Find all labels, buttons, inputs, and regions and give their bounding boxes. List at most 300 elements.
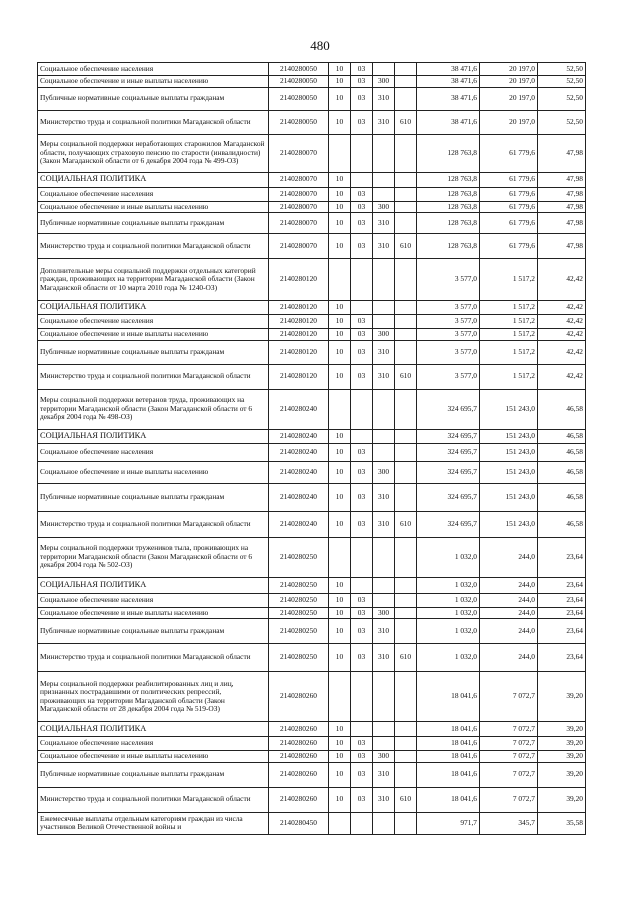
section-code: 10 [329,461,351,483]
table-row [38,110,586,134]
table-row [38,672,586,722]
department-code [395,213,417,234]
planned-amount: 38 471,6 [417,110,480,134]
actual-amount: 7 072,7 [480,751,538,763]
expense-group: 310 [373,762,395,787]
department-code [395,187,417,201]
expense-group [373,593,395,607]
planned-amount: 18 041,6 [417,737,480,751]
target-code: 2140280240 [269,511,329,537]
table-row [38,87,586,110]
department-code [395,737,417,751]
table-body [38,63,586,835]
table-row [38,537,586,577]
section-code: 10 [329,329,351,341]
execution-percent: 23,64 [538,577,586,593]
item-name: Ежемесячные выплаты отдельным категориям граждан из числа участников Великой Отечественной войны и [38,812,269,834]
actual-amount: 1 517,2 [480,259,538,301]
execution-percent: 46,58 [538,461,586,483]
planned-amount: 18 041,6 [417,751,480,763]
subsection-code [351,672,373,722]
expense-group: 310 [373,110,395,134]
department-code: 610 [395,110,417,134]
department-code [395,429,417,443]
target-code: 2140280120 [269,364,329,389]
expense-group [373,172,395,187]
planned-amount: 1 032,0 [417,577,480,593]
execution-percent: 39,20 [538,722,586,737]
subsection-code [351,812,373,834]
execution-percent: 39,20 [538,737,586,751]
section-code: 10 [329,737,351,751]
table-row [38,340,586,364]
expense-group [373,187,395,201]
expense-group: 310 [373,213,395,234]
item-name: Социальное обеспечение и иные выплаты населению [38,751,269,763]
table-row [38,461,586,483]
planned-amount: 1 032,0 [417,537,480,577]
table-row [38,329,586,341]
actual-amount: 61 779,6 [480,213,538,234]
execution-percent: 46,58 [538,429,586,443]
item-name: Меры социальной поддержки тружеников тыла, проживающих на территории Магаданской области (Закон Магаданской области от 6 декабря 2004 года № 502-ОЗ) [38,537,269,577]
subsection-code: 03 [351,787,373,812]
item-name: Социальное обеспечение населения [38,443,269,461]
section-code: 10 [329,315,351,329]
section-code: 10 [329,213,351,234]
section-code: 10 [329,511,351,537]
execution-percent: 47,98 [538,187,586,201]
planned-amount: 1 032,0 [417,607,480,619]
target-code: 2140280250 [269,593,329,607]
actual-amount: 151 243,0 [480,429,538,443]
target-code: 2140280240 [269,483,329,511]
actual-amount: 7 072,7 [480,787,538,812]
subsection-code: 03 [351,619,373,644]
planned-amount: 324 695,7 [417,389,480,429]
target-code: 2140280260 [269,722,329,737]
subsection-code: 03 [351,461,373,483]
target-code: 2140280250 [269,644,329,672]
section-code [329,389,351,429]
target-code: 2140280070 [269,172,329,187]
table-row [38,213,586,234]
table-row [38,644,586,672]
planned-amount: 324 695,7 [417,483,480,511]
planned-amount: 3 577,0 [417,364,480,389]
department-code: 610 [395,364,417,389]
department-code [395,722,417,737]
execution-percent: 47,98 [538,213,586,234]
subsection-code: 03 [351,511,373,537]
subsection-code: 03 [351,762,373,787]
actual-amount: 244,0 [480,644,538,672]
actual-amount: 20 197,0 [480,87,538,110]
expense-group [373,429,395,443]
department-code [395,329,417,341]
actual-amount: 244,0 [480,619,538,644]
subsection-code: 03 [351,187,373,201]
target-code: 2140280260 [269,672,329,722]
item-name: Публичные нормативные социальные выплаты гражданам [38,762,269,787]
target-code: 2140280250 [269,607,329,619]
subsection-code: 03 [351,644,373,672]
table-row [38,619,586,644]
budget-table [37,62,586,835]
target-code: 2140280240 [269,461,329,483]
department-code [395,461,417,483]
actual-amount: 20 197,0 [480,76,538,88]
item-name: Социальное обеспечение и иные выплаты населению [38,329,269,341]
section-code: 10 [329,593,351,607]
execution-percent: 47,98 [538,201,586,213]
planned-amount: 3 577,0 [417,340,480,364]
table-row [38,593,586,607]
table-row [38,762,586,787]
table-row [38,812,586,834]
expense-group [373,389,395,429]
execution-percent: 42,42 [538,259,586,301]
table-row [38,737,586,751]
department-code [395,301,417,315]
item-name: Меры социальной поддержки неработающих старожилов Магаданской области, получающих страховую пенсию по старости (инвалидности) (Закон Магаданской области от 6 декабря 2004 года № 499-ОЗ) [38,134,269,172]
table-row [38,234,586,259]
target-code: 2140280070 [269,134,329,172]
department-code [395,76,417,88]
subsection-code: 03 [351,87,373,110]
item-name: Министерство труда и социальной политики Магаданской области [38,644,269,672]
planned-amount: 128 763,8 [417,234,480,259]
execution-percent: 42,42 [538,315,586,329]
department-code [395,577,417,593]
planned-amount: 3 577,0 [417,315,480,329]
department-code [395,389,417,429]
execution-percent: 52,50 [538,76,586,88]
department-code [395,315,417,329]
item-name: СОЦИАЛЬНАЯ ПОЛИТИКА [38,429,269,443]
subsection-code [351,301,373,315]
item-name: СОЦИАЛЬНАЯ ПОЛИТИКА [38,577,269,593]
department-code [395,537,417,577]
planned-amount: 971,7 [417,812,480,834]
actual-amount: 20 197,0 [480,110,538,134]
subsection-code: 03 [351,110,373,134]
department-code [395,340,417,364]
table-row [38,751,586,763]
subsection-code: 03 [351,213,373,234]
target-code: 2140280250 [269,577,329,593]
target-code: 2140280120 [269,340,329,364]
department-code [395,607,417,619]
planned-amount: 38 471,6 [417,87,480,110]
section-code: 10 [329,63,351,76]
target-code: 2140280240 [269,429,329,443]
expense-group: 300 [373,461,395,483]
target-code: 2140280070 [269,201,329,213]
planned-amount: 1 032,0 [417,593,480,607]
target-code: 2140280050 [269,63,329,76]
planned-amount: 18 041,6 [417,672,480,722]
target-code: 2140280120 [269,329,329,341]
expense-group: 310 [373,644,395,672]
section-code [329,259,351,301]
item-name: СОЦИАЛЬНАЯ ПОЛИТИКА [38,172,269,187]
subsection-code: 03 [351,315,373,329]
item-name: СОЦИАЛЬНАЯ ПОЛИТИКА [38,301,269,315]
planned-amount: 3 577,0 [417,301,480,315]
actual-amount: 20 197,0 [480,63,538,76]
department-code: 610 [395,511,417,537]
execution-percent: 42,42 [538,364,586,389]
department-code [395,751,417,763]
actual-amount: 61 779,6 [480,234,538,259]
item-name: Социальное обеспечение и иные выплаты населению [38,607,269,619]
target-code: 2140280260 [269,751,329,763]
execution-percent: 39,20 [538,762,586,787]
section-code [329,812,351,834]
target-code: 2140280260 [269,737,329,751]
item-name: Министерство труда и социальной политики Магаданской области [38,364,269,389]
table-row [38,511,586,537]
expense-group [373,812,395,834]
execution-percent: 23,64 [538,607,586,619]
expense-group: 310 [373,340,395,364]
execution-percent: 23,64 [538,537,586,577]
expense-group: 300 [373,329,395,341]
target-code: 2140280050 [269,76,329,88]
target-code: 2140280120 [269,301,329,315]
expense-group: 310 [373,234,395,259]
target-code: 2140280250 [269,537,329,577]
department-code [395,87,417,110]
section-code: 10 [329,234,351,259]
section-code: 10 [329,751,351,763]
department-code: 610 [395,644,417,672]
execution-percent: 46,58 [538,483,586,511]
expense-group [373,443,395,461]
target-code: 2140280050 [269,87,329,110]
subsection-code: 03 [351,340,373,364]
execution-percent: 23,64 [538,644,586,672]
table-row [38,172,586,187]
section-code: 10 [329,762,351,787]
table-row [38,76,586,88]
planned-amount: 18 041,6 [417,722,480,737]
expense-group [373,315,395,329]
department-code [395,443,417,461]
expense-group: 310 [373,364,395,389]
actual-amount: 151 243,0 [480,511,538,537]
table-row [38,364,586,389]
planned-amount: 128 763,8 [417,172,480,187]
page-number: 480 [310,38,330,53]
target-code: 2140280120 [269,315,329,329]
department-code [395,483,417,511]
expense-group: 310 [373,787,395,812]
planned-amount: 324 695,7 [417,511,480,537]
subsection-code: 03 [351,63,373,76]
actual-amount: 244,0 [480,537,538,577]
planned-amount: 3 577,0 [417,329,480,341]
target-code: 2140280260 [269,762,329,787]
item-name: Социальное обеспечение населения [38,187,269,201]
department-code [395,619,417,644]
item-name: Дополнительные меры социальной поддержки отдельных категорий граждан, проживающих на территории Магаданской области (Закон Магаданской области от 10 марта 2010 года № 1240-ОЗ) [38,259,269,301]
expense-group [373,722,395,737]
expense-group: 300 [373,201,395,213]
section-code: 10 [329,644,351,672]
execution-percent: 46,58 [538,511,586,537]
expense-group: 310 [373,511,395,537]
department-code [395,201,417,213]
planned-amount: 128 763,8 [417,213,480,234]
subsection-code [351,722,373,737]
table-row [38,443,586,461]
item-name: Министерство труда и социальной политики Магаданской области [38,110,269,134]
table-row [38,429,586,443]
execution-percent: 47,98 [538,172,586,187]
expense-group [373,301,395,315]
department-code [395,63,417,76]
actual-amount: 1 517,2 [480,364,538,389]
execution-percent: 52,50 [538,87,586,110]
item-name: Меры социальной поддержки ветеранов труда, проживающих на территории Магаданской области (Закон Магаданской области от 6 декабря 2004 года № 498-ОЗ) [38,389,269,429]
table-row [38,134,586,172]
planned-amount: 18 041,6 [417,787,480,812]
actual-amount: 151 243,0 [480,443,538,461]
table-row [38,315,586,329]
expense-group: 300 [373,607,395,619]
item-name: Социальное обеспечение населения [38,315,269,329]
department-code: 610 [395,234,417,259]
actual-amount: 345,7 [480,812,538,834]
execution-percent: 46,58 [538,443,586,461]
item-name: Публичные нормативные социальные выплаты гражданам [38,619,269,644]
expense-group: 310 [373,619,395,644]
expense-group [373,737,395,751]
actual-amount: 1 517,2 [480,301,538,315]
target-code: 2140280240 [269,389,329,429]
section-code: 10 [329,607,351,619]
section-code: 10 [329,340,351,364]
actual-amount: 7 072,7 [480,762,538,787]
actual-amount: 7 072,7 [480,672,538,722]
section-code: 10 [329,76,351,88]
section-code: 10 [329,301,351,315]
section-code: 10 [329,172,351,187]
actual-amount: 244,0 [480,607,538,619]
subsection-code [351,172,373,187]
execution-percent: 39,20 [538,787,586,812]
section-code: 10 [329,429,351,443]
target-code: 2140280260 [269,787,329,812]
table-row [38,787,586,812]
section-code: 10 [329,201,351,213]
execution-percent: 47,98 [538,234,586,259]
subsection-code: 03 [351,751,373,763]
subsection-code: 03 [351,593,373,607]
table-row [38,722,586,737]
table-row [38,259,586,301]
execution-percent: 42,42 [538,340,586,364]
section-code: 10 [329,187,351,201]
planned-amount: 324 695,7 [417,429,480,443]
item-name: Публичные нормативные социальные выплаты гражданам [38,340,269,364]
subsection-code [351,429,373,443]
planned-amount: 128 763,8 [417,134,480,172]
subsection-code: 03 [351,483,373,511]
expense-group [373,134,395,172]
subsection-code: 03 [351,607,373,619]
execution-percent: 46,58 [538,389,586,429]
actual-amount: 61 779,6 [480,172,538,187]
actual-amount: 151 243,0 [480,483,538,511]
planned-amount: 38 471,6 [417,63,480,76]
item-name: Министерство труда и социальной политики Магаданской области [38,787,269,812]
subsection-code: 03 [351,364,373,389]
target-code: 2140280070 [269,213,329,234]
department-code [395,762,417,787]
execution-percent: 47,98 [538,134,586,172]
table-row [38,607,586,619]
subsection-code: 03 [351,737,373,751]
section-code [329,537,351,577]
target-code: 2140280450 [269,812,329,834]
section-code: 10 [329,787,351,812]
target-code: 2140280240 [269,443,329,461]
planned-amount: 1 032,0 [417,619,480,644]
expense-group [373,259,395,301]
section-code [329,134,351,172]
section-code: 10 [329,110,351,134]
planned-amount: 1 032,0 [417,644,480,672]
planned-amount: 324 695,7 [417,461,480,483]
table-row [38,483,586,511]
actual-amount: 7 072,7 [480,722,538,737]
item-name: Социальное обеспечение населения [38,737,269,751]
table-row [38,187,586,201]
execution-percent: 42,42 [538,301,586,315]
section-code: 10 [329,483,351,511]
expense-group: 300 [373,751,395,763]
target-code: 2140280070 [269,187,329,201]
subsection-code: 03 [351,443,373,461]
table-row [38,301,586,315]
target-code: 2140280120 [269,259,329,301]
section-code: 10 [329,722,351,737]
department-code [395,812,417,834]
actual-amount: 61 779,6 [480,187,538,201]
actual-amount: 244,0 [480,577,538,593]
actual-amount: 1 517,2 [480,340,538,364]
expense-group [373,537,395,577]
execution-percent: 23,64 [538,619,586,644]
section-code: 10 [329,577,351,593]
section-code: 10 [329,619,351,644]
actual-amount: 7 072,7 [480,737,538,751]
subsection-code [351,577,373,593]
actual-amount: 1 517,2 [480,315,538,329]
target-code: 2140280250 [269,619,329,644]
expense-group: 310 [373,483,395,511]
subsection-code: 03 [351,76,373,88]
actual-amount: 244,0 [480,593,538,607]
item-name: Публичные нормативные социальные выплаты гражданам [38,87,269,110]
actual-amount: 151 243,0 [480,389,538,429]
expense-group [373,672,395,722]
subsection-code [351,134,373,172]
expense-group [373,63,395,76]
